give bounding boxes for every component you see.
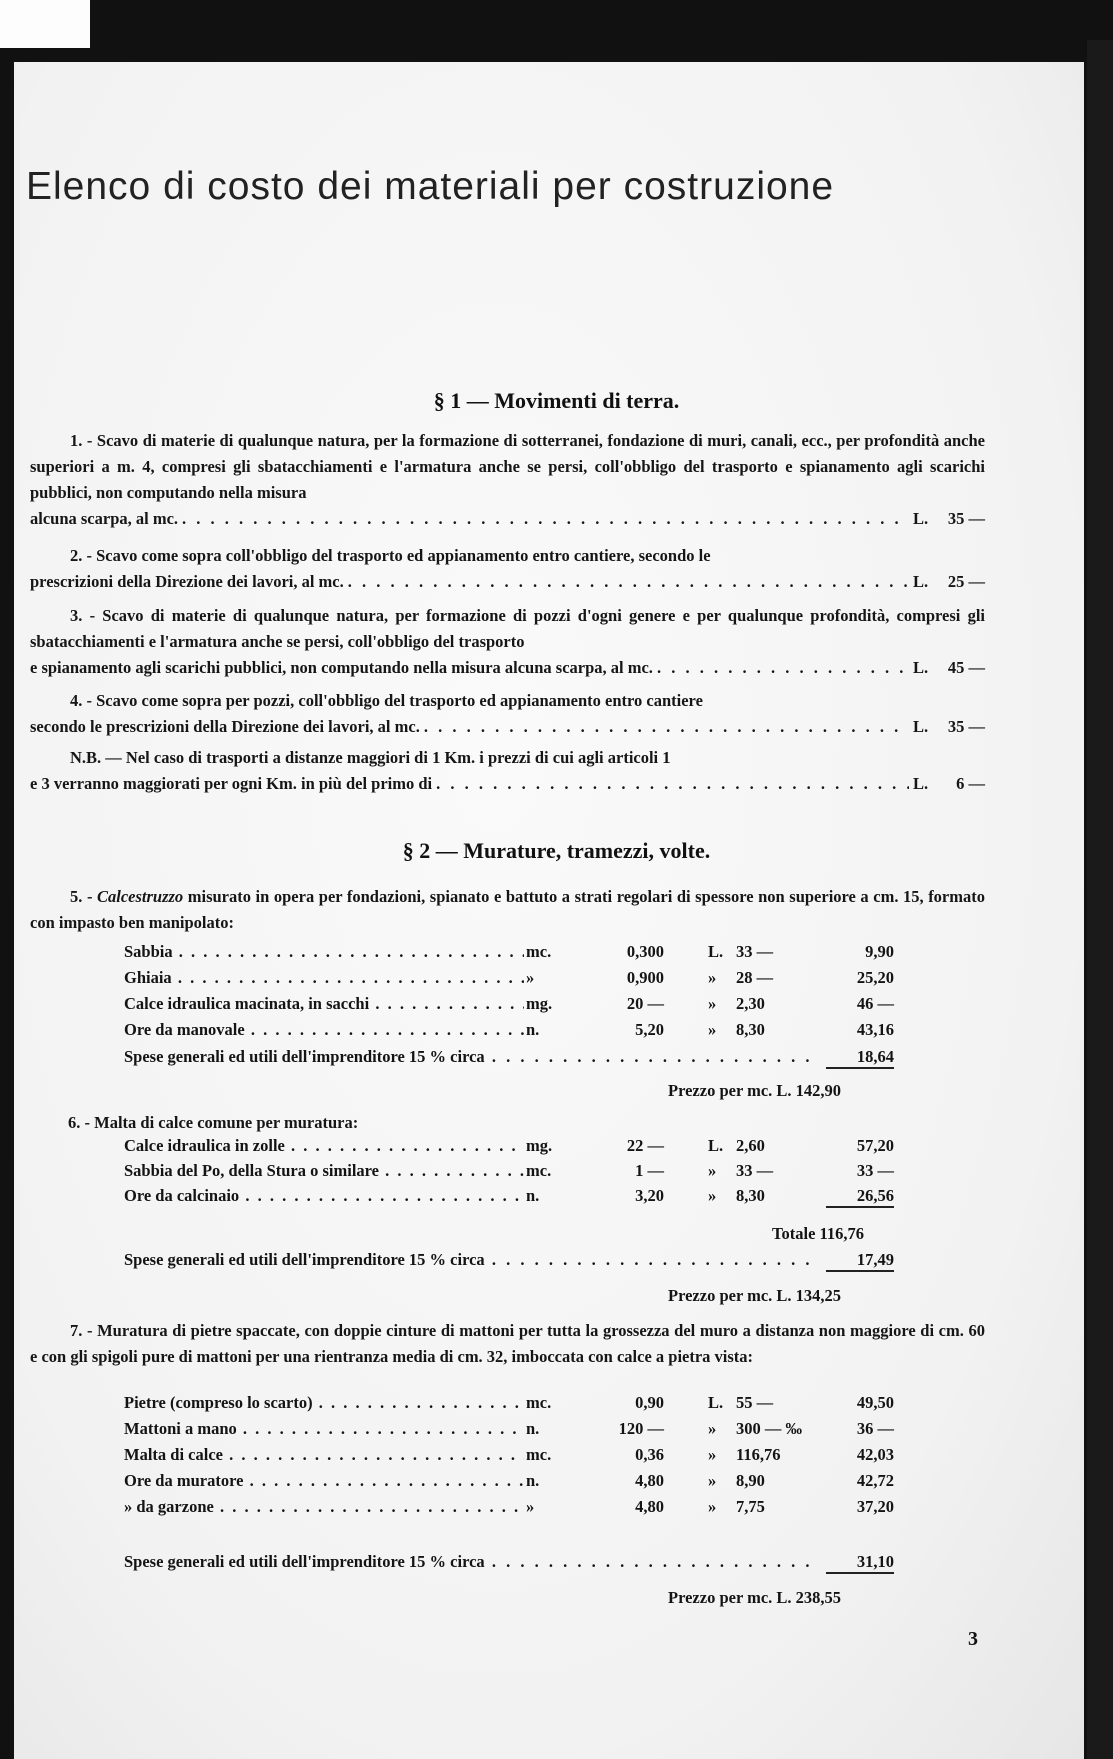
item-1-last: alcuna scarpa, al mc.	[30, 509, 179, 528]
item7-row-pre: »	[708, 1445, 717, 1464]
item7-row-price: 55 —	[736, 1393, 774, 1412]
item7-row	[124, 1393, 894, 1417]
item7-row-qty: 4,80	[635, 1471, 664, 1490]
item-7-prezzo: Prezzo per mc. L. 238,55	[668, 1588, 842, 1607]
item5-row-total: 46 —	[856, 994, 894, 1013]
item-4-last: secondo le prescrizioni della Direzione dei lavori, al mc.	[30, 717, 420, 736]
item6-row-price: 8,30	[736, 1186, 765, 1205]
item7-row-pre: »	[708, 1497, 717, 1516]
item5-row-label: Ghiaia . . .	[124, 968, 524, 988]
item7-row-total: 42,72	[856, 1471, 894, 1490]
nota-bene-currency: L.	[913, 774, 929, 793]
item-1	[30, 428, 985, 532]
item5-row-label: Calce idraulica macinata, in sacchi . . .	[124, 994, 524, 1014]
item5-row-price: 33 —	[736, 942, 774, 961]
item7-row	[124, 1445, 894, 1469]
item5-row-price: 2,30	[736, 994, 765, 1013]
section-heading-2: § 2 — Murature, tramezzi, volte.	[402, 838, 711, 863]
item5-row-price: 8,30	[736, 1020, 765, 1039]
item-5-number: 5. -	[70, 887, 93, 906]
item-2	[30, 543, 985, 595]
page-title: Elenco di costo dei materiali per costruzione	[26, 165, 835, 208]
item5-row-total: 9,90	[865, 942, 894, 961]
item-5-material: Calcestruzzo	[97, 887, 184, 906]
item5-row-unit: n.	[526, 1020, 540, 1039]
item5-row-qty: 20 —	[626, 994, 664, 1013]
item5-row-label: Ore da manovale . . .	[124, 1020, 524, 1040]
scan-corner	[0, 0, 90, 48]
item7-row-total: 49,50	[856, 1393, 894, 1412]
item5-row-pre: L.	[708, 942, 724, 961]
item7-row-price: 7,75	[736, 1497, 765, 1516]
item6-row-unit: mg.	[526, 1136, 553, 1155]
item-5-prezzo: Prezzo per mc. L. 142,90	[668, 1081, 842, 1100]
item7-row-total: 36 —	[856, 1419, 894, 1438]
item5-row-total: 43,16	[856, 1020, 894, 1039]
item-5-intro	[30, 884, 985, 936]
item-7-text: 7. - Muratura di pietre spaccate, con doppie cinture di mattoni per tutta la grossezza del muro a distanza non maggiore di cm. 60 e con gli spigoli pure di mattoni per una rientranza media di cm. 32, imboccata con calce a pietra vista:	[30, 1321, 985, 1366]
item-2-last: prescrizioni della Direzione dei lavori, al mc.	[30, 572, 344, 591]
item-1-amount: 35 —	[947, 509, 985, 528]
item5-row-unit: mc.	[526, 942, 552, 961]
item5-row-pre: »	[708, 1020, 717, 1039]
item-1-currency: L.	[913, 509, 929, 528]
item6-row-total: 26,56	[826, 1186, 894, 1208]
page-number: 3	[968, 1628, 978, 1650]
item6-row-qty: 3,20	[635, 1186, 664, 1205]
item-3-currency: L.	[913, 658, 929, 677]
item5-row-qty: 5,20	[635, 1020, 664, 1039]
item-3-last: e spianamento agli scarichi pubblici, non computando nella misura alcuna scarpa, al mc.	[30, 658, 653, 677]
item-7-spese-label: Spese generali ed utili dell'imprenditore 15 % circa . . .	[124, 1552, 814, 1572]
item7-row-total: 37,20	[856, 1497, 894, 1516]
item5-row	[124, 994, 894, 1018]
item6-row-pre: L.	[708, 1136, 724, 1155]
item5-row	[124, 968, 894, 992]
item-2-amount: 25 —	[947, 572, 985, 591]
item5-row-price: 28 —	[736, 968, 774, 987]
item-6-intro: 6. - Malta di calce comune per muratura:	[68, 1113, 359, 1132]
item7-row-label: Malta di calce . . .	[124, 1445, 524, 1465]
item7-row-label: » da garzone . . .	[124, 1497, 524, 1517]
item-6-spese	[124, 1250, 894, 1274]
item7-row-pre: L.	[708, 1393, 724, 1412]
item-2-currency: L.	[913, 572, 929, 591]
item-4	[30, 688, 985, 740]
item5-row-unit: »	[526, 968, 535, 987]
item5-row-pre: »	[708, 994, 717, 1013]
item-5-text: misurato in opera per fondazioni, spianato e battuto a strati regolari di spessore non superiore a cm. 15, formato con impasto ben manipolato:	[30, 887, 985, 932]
nota-bene-last: e 3 verranno maggiorati per ogni Km. in più del primo di	[30, 774, 433, 793]
item6-row-unit: mc.	[526, 1161, 552, 1180]
section-heading-1: § 1 — Movimenti di terra.	[433, 388, 680, 413]
item6-row-price: 2,60	[736, 1136, 765, 1155]
item6-row-total: 33 —	[856, 1161, 894, 1180]
item6-row-label: Ore da calcinaio . . .	[124, 1186, 524, 1206]
item7-row-unit: n.	[526, 1471, 540, 1490]
item6-row-unit: n.	[526, 1186, 540, 1205]
item7-row-qty: 120 —	[618, 1419, 664, 1438]
item-6-spese-label: Spese generali ed utili dell'imprenditore 15 % circa . . .	[124, 1250, 814, 1270]
item5-row	[124, 1020, 894, 1044]
item6-row-pre: »	[708, 1186, 717, 1205]
item6-row	[124, 1186, 894, 1210]
item-4-text: 4. - Scavo come sopra per pozzi, coll'obbligo del trasporto ed appianamento entro cantiere	[70, 691, 703, 710]
item7-row	[124, 1419, 894, 1443]
item6-row	[124, 1161, 894, 1185]
item6-row-pre: »	[708, 1161, 717, 1180]
item7-row	[124, 1497, 894, 1521]
item-7-spese-value: 31,10	[826, 1552, 894, 1574]
nota-bene-text: N.B. — Nel caso di trasporti a distanze maggiori di 1 Km. i prezzi di cui agli articoli 1	[70, 748, 671, 767]
item7-row-label: Mattoni a mano . . .	[124, 1419, 524, 1439]
item-3-amount: 45 —	[947, 658, 985, 677]
item6-row-total: 57,20	[856, 1136, 894, 1155]
item7-row	[124, 1471, 894, 1495]
item-1-text: 1. - Scavo di materie di qualunque natura, per la formazione di sotterranei, fondazione di muri, canali, ecc., per profondità anche superiori a m. 4, compresi gli sbatacchiamenti e l'armatura anche se persi, coll'obbligo del trasporto e spianamento agli scarichi pubblici, non computando nella misura	[30, 431, 985, 502]
item5-row-pre: »	[708, 968, 717, 987]
item-5-spese	[124, 1047, 894, 1071]
item5-row-total: 25,20	[856, 968, 894, 987]
item7-row-price: 300 — ‰	[736, 1419, 802, 1438]
item7-row-label: Ore da muratore . . .	[124, 1471, 524, 1491]
item5-row-qty: 0,900	[626, 968, 664, 987]
item-4-currency: L.	[913, 717, 929, 736]
item7-row-qty: 0,90	[635, 1393, 664, 1412]
item-6-spese-value: 17,49	[826, 1250, 894, 1272]
item-6-prezzo: Prezzo per mc. L. 134,25	[668, 1286, 842, 1305]
item5-row-qty: 0,300	[626, 942, 664, 961]
item6-row-label: Calce idraulica in zolle . . .	[124, 1136, 524, 1156]
item7-row-qty: 4,80	[635, 1497, 664, 1516]
item7-row-unit: n.	[526, 1419, 540, 1438]
nota-bene-amount: 6 —	[956, 774, 985, 793]
item5-row-unit: mg.	[526, 994, 553, 1013]
item-6-totale: Totale 116,76	[772, 1224, 864, 1243]
item7-row-pre: »	[708, 1419, 717, 1438]
nota-bene	[30, 745, 985, 797]
item7-row-unit: mc.	[526, 1393, 552, 1412]
item-5-spese-value: 18,64	[826, 1047, 894, 1069]
item6-row-price: 33 —	[736, 1161, 774, 1180]
item6-row-qty: 1 —	[635, 1161, 664, 1180]
item-3-text: 3. - Scavo di materie di qualunque natura, per formazione di pozzi d'ogni genere e per qualunque profondità, compresi gli sbatacchiamenti e l'armatura anche se persi, coll'obbligo del trasporto	[30, 606, 985, 651]
item-7-spese	[124, 1552, 894, 1576]
item-5-spese-label: Spese generali ed utili dell'imprenditore 15 % circa . . .	[124, 1047, 814, 1067]
item-7-intro	[30, 1318, 985, 1370]
item5-row	[124, 942, 894, 966]
item7-row-price: 8,90	[736, 1471, 765, 1490]
item7-row-price: 116,76	[736, 1445, 781, 1464]
item7-row-unit: »	[526, 1497, 535, 1516]
scan-edge	[1087, 40, 1113, 1759]
item7-row-total: 42,03	[856, 1445, 894, 1464]
item6-row-qty: 22 —	[626, 1136, 664, 1155]
item-2-text: 2. - Scavo come sopra coll'obbligo del trasporto ed appianamento entro cantiere, secondo le	[70, 546, 711, 565]
item7-row-qty: 0,36	[635, 1445, 664, 1464]
item-4-amount: 35 —	[947, 717, 985, 736]
item7-row-label: Pietre (compreso lo scarto) . . .	[124, 1393, 524, 1413]
item5-row-label: Sabbia . . .	[124, 942, 524, 962]
item6-row-label: Sabbia del Po, della Stura o similare . . .	[124, 1161, 524, 1181]
item7-row-pre: »	[708, 1471, 717, 1490]
item6-row	[124, 1136, 894, 1160]
item-3	[30, 603, 985, 681]
item7-row-unit: mc.	[526, 1445, 552, 1464]
